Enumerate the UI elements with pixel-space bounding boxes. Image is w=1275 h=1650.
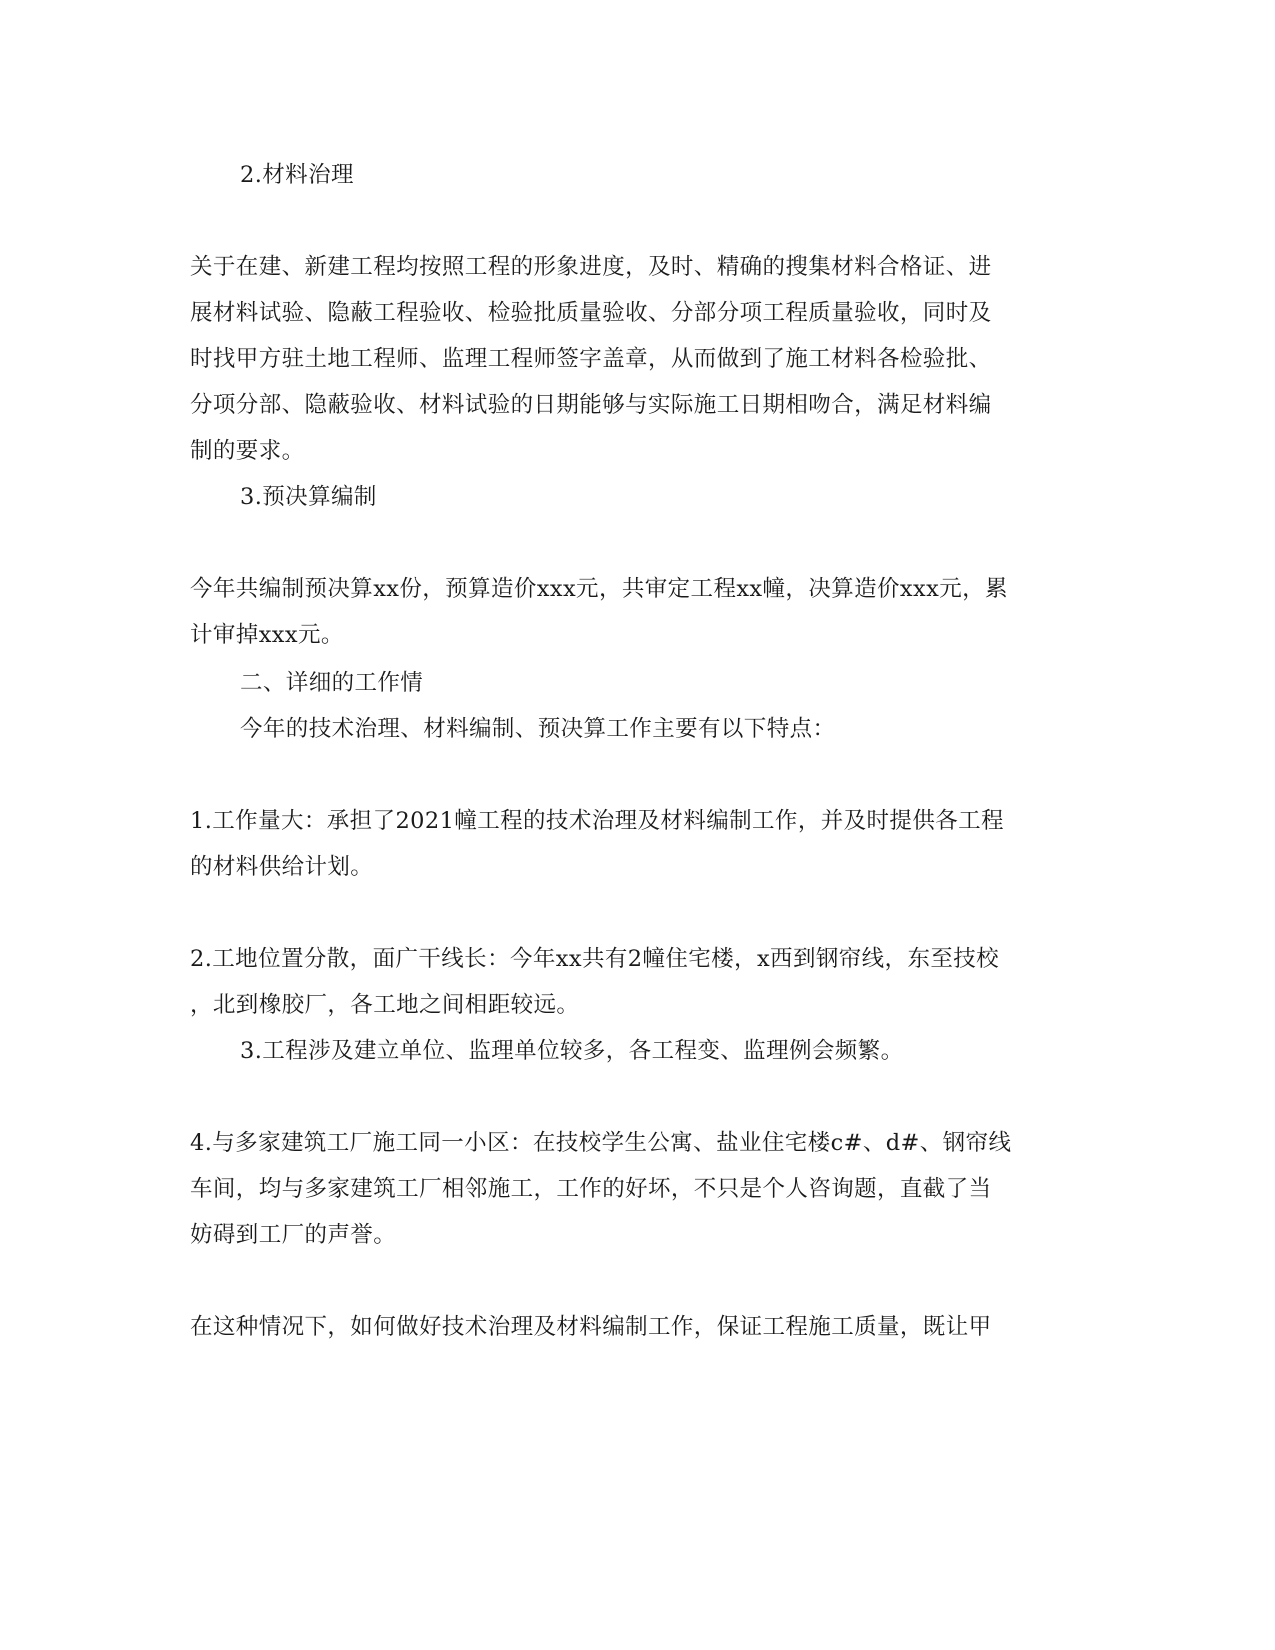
paragraph-line: 展材料试验、隐蔽工程验收、检验批质量验收、分部分项工程质量验收，同时及: [190, 300, 992, 326]
list-item-2: 2.工地位置分散，面广干线长：今年xx共有2幢住宅楼，x西到钢帘线，东至技校: [190, 946, 1000, 972]
list-item-2-continued: ，北到橡胶厂，各工地之间相距较远。: [190, 992, 580, 1018]
section-heading-materials: 2.材料治理: [240, 162, 354, 188]
paragraph-line: 制的要求。: [190, 438, 305, 464]
list-item-4-continued: 妨碍到工厂的声誉。: [190, 1222, 397, 1248]
paragraph-line: 今年共编制预决算xx份，预算造价xxx元，共审定工程xx幢，决算造价xxx元，累: [190, 576, 1008, 602]
paragraph-line: 关于在建、新建工程均按照工程的形象进度，及时、精确的搜集材料合格证、进: [190, 254, 992, 280]
list-item-4: 4.与多家建筑工厂施工同一小区：在技校学生公寓、盐业住宅楼c#、d#、钢帘线: [190, 1130, 1012, 1156]
paragraph-line: 分项分部、隐蔽验收、材料试验的日期能够与实际施工日期相吻合，满足材料编: [190, 392, 992, 418]
list-item-1-continued: 的材料供给计划。: [190, 854, 374, 880]
section-heading-details: 二、详细的工作情: [240, 670, 424, 696]
paragraph-line: 计审掉xxx元。: [190, 622, 344, 648]
list-item-1: 1.工作量大：承担了2021幢工程的技术治理及材料编制工作，并及时提供各工程: [190, 808, 1004, 834]
paragraph-line: 今年的技术治理、材料编制、预决算工作主要有以下特点：: [240, 716, 836, 742]
list-item-3: 3.工程涉及建立单位、监理单位较多，各工程变、监理例会频繁。: [240, 1038, 904, 1064]
section-heading-budget: 3.预决算编制: [240, 484, 377, 510]
paragraph-line: 在这种情况下，如何做好技术治理及材料编制工作，保证工程施工质量，既让甲: [190, 1314, 992, 1340]
paragraph-line: 时找甲方驻土地工程师、监理工程师签字盖章，从而做到了施工材料各检验批、: [190, 346, 992, 372]
list-item-4-continued: 车间，均与多家建筑工厂相邻施工，工作的好坏，不只是个人咨询题，直截了当: [190, 1176, 992, 1202]
